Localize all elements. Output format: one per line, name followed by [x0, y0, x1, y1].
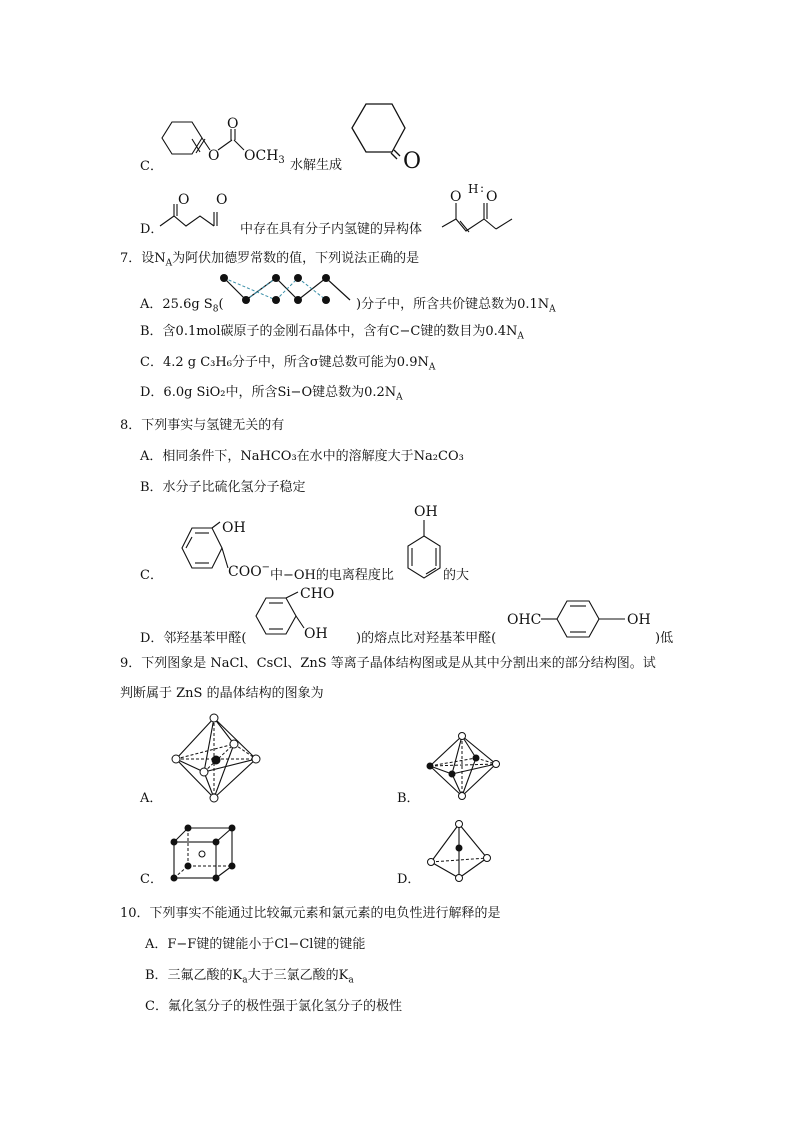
option-9b-label: B． [397, 791, 420, 806]
ester-o-double: O [227, 116, 239, 132]
option-8d-tail: )低 [655, 631, 674, 646]
option-6c-letter: C． [140, 159, 163, 174]
svg-text::: : [480, 181, 485, 195]
option-8d-mid: )的熔点比对羟基苯甲醛( [356, 631, 497, 646]
option-9d-label: D． [397, 872, 421, 887]
option-7a-pre: A．25.6g $S_8$( [140, 297, 224, 315]
cyclohexenyl-carbonate-structure [160, 118, 295, 178]
option-8c-letter: C． [140, 568, 163, 583]
option-8c-tail: 的大 [443, 568, 470, 583]
enol-hbond-structure [440, 177, 525, 237]
crystal-c-cube [168, 822, 243, 886]
acetylacetone-structure [158, 190, 243, 235]
option-6d-text: 中存在具有分子内氢键的异构体 [240, 222, 423, 237]
o-hydroxybenzaldehyde-structure [252, 584, 352, 644]
salicylate-oh: OH [222, 520, 246, 536]
option-9c-label: C． [140, 872, 163, 887]
question-7-stem: 7．设$N_A$为阿伏加德罗常数的值，下列说法正确的是 [120, 251, 420, 269]
option-10b: B．三氟乙酸的$K_a$大于三氯乙酸的$K_a$ [145, 968, 354, 986]
p-hydroxybenzaldehyde-structure [505, 597, 660, 643]
p-oh: OH [627, 612, 651, 628]
option-10a: A．F−F键的键能小于Cl−Cl键的键能 [145, 937, 366, 952]
cyclohexanone-structure [342, 102, 437, 174]
option-6d-letter: D． [140, 222, 164, 237]
crystal-d-tetrahedron [425, 818, 495, 884]
question-8-stem: 8．下列事实与氢键无关的有 [120, 418, 285, 433]
ketone-o: O [403, 149, 422, 174]
enol-keto-o: O [486, 189, 498, 205]
enol-oh-o: O [450, 189, 462, 205]
option-8b: B．水分子比硫化氢分子稳定 [140, 480, 306, 495]
option-7c: C．4.2 g C₃H₆分子中，所含σ键总数可能为$0.9N_A$ [140, 355, 436, 373]
option-6c-text: 水解生成 [290, 158, 343, 173]
option-8d-letter: D．邻羟基苯甲醛( [140, 631, 247, 646]
option-8a: A．相同条件下，NaHCO₃在水中的溶解度大于Na₂CO₃ [140, 449, 464, 464]
question-9-stem-line1: 9．下列图象是 NaCl、CsCl、ZnS 等离子晶体结构图或是从其中分割出来的部分结构图。试 [120, 656, 656, 671]
option-10c: C．氟化氢分子的极性强于氯化氢分子的极性 [145, 999, 402, 1014]
phenol-oh: OH [414, 504, 438, 520]
s8-ring-structure [214, 270, 354, 310]
diketone-o1: O [178, 192, 190, 208]
option-7d: D．6.0g SiO₂中，所含Si−O键总数为$0.2N_A$ [140, 385, 403, 403]
diketone-o2: O [216, 192, 228, 208]
question-10-stem: 10．下列事实不能通过比较氟元素和氯元素的电负性进行解释的是 [120, 906, 501, 921]
option-7b: B．含0.1mol碳原子的金刚石晶体中，含有C−C键的数目为$0.4N_A$ [140, 324, 524, 342]
option-9a-label: A． [140, 791, 163, 806]
p-ohc: OHC [507, 612, 542, 628]
phenol-structure [396, 502, 446, 584]
ester-o-single: O [208, 148, 220, 164]
salicylate-structure [170, 520, 270, 585]
option-7a-tail: )分子中，所含共价键总数为$0.1N_A$ [356, 297, 556, 315]
option-8c-mid: 中−OH的电离程度比 [270, 568, 394, 583]
crystal-b-octahedron [424, 730, 504, 805]
enol-h: H [468, 182, 479, 196]
o-cho: CHO [300, 586, 335, 602]
o-oh: OH [304, 626, 328, 642]
question-9-stem-line2: 判断属于 ZnS 的晶体结构的图象为 [120, 686, 324, 701]
crystal-a-octahedron [170, 712, 270, 804]
ester-och3: $OCH_3$ [244, 148, 285, 166]
salicylate-coo: COO− [228, 562, 271, 580]
